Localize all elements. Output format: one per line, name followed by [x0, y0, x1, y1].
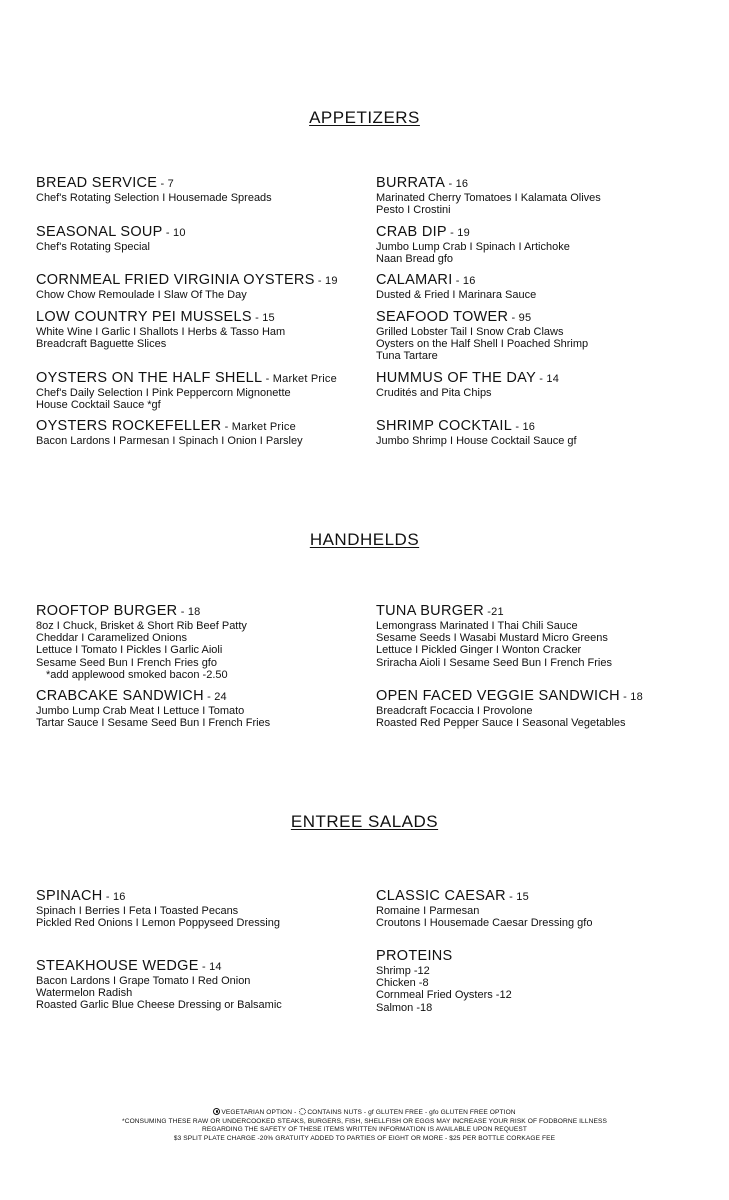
menu-item-steakhouse-wedge: [36, 958, 376, 1012]
item-description: Bacon Lardons I Grape Tomato I Red Onion: [36, 975, 251, 987]
menu-item-tuna-burger: [376, 603, 716, 669]
item-price: - 14: [198, 961, 222, 973]
item-price: - Market Price: [221, 421, 296, 433]
entree-salads-title: ENTREE SALADS: [290, 812, 439, 831]
protein-option: Cornmeal Fried Oysters -12: [376, 989, 512, 1002]
item-description: Bacon Lardons I Parmesan I Spinach I Onion I Parsley: [36, 435, 303, 447]
item-name: LOW COUNTRY PEI MUSSELS: [36, 309, 252, 325]
handhelds-title: HANDHELDS: [309, 530, 420, 549]
item-price: - 10: [162, 227, 186, 239]
item-description: Jumbo Shrimp I House Cocktail Sauce gf: [376, 435, 577, 447]
item-price: - 7: [157, 178, 174, 190]
item-description: White Wine I Garlic I Shallots I Herbs & Tasso Ham: [36, 326, 286, 338]
item-name: OPEN FACED VEGGIE SANDWICH: [376, 688, 620, 704]
footer-notes: [0, 1108, 729, 1143]
item-price: - 16: [452, 275, 476, 287]
item-price: - 18: [619, 691, 643, 703]
item-description: Watermelon Radish: [36, 987, 133, 1000]
item-name: CRAB DIP: [376, 224, 447, 240]
item-price: - 15: [505, 891, 529, 903]
item-name: CALAMARI: [376, 272, 453, 288]
menu-item-crab-dip: [376, 224, 716, 265]
item-name: OYSTERS ROCKEFELLER: [36, 418, 222, 434]
item-description: Tuna Tartare: [376, 350, 438, 363]
item-description: Jumbo Lump Crab I Spinach I Artichoke: [376, 241, 570, 253]
item-description: Sesame Seed Bun I French Fries gfo: [36, 656, 217, 669]
item-name: ROOFTOP BURGER: [36, 603, 178, 619]
item-description: House Cocktail Sauce *gf: [36, 399, 161, 412]
item-name: SPINACH: [36, 888, 103, 904]
footer-warning: *CONSUMING THESE RAW OR UNDERCOOKED STEAKS, BURGERS, FISH, SHELLFISH OR EGGS MAY INCREASE YOUR RISK OF FODBORNE ILLNESS: [122, 1117, 607, 1125]
item-price: - 19: [446, 227, 470, 239]
item-name: SHRIMP COCKTAIL: [376, 418, 513, 434]
item-description: Romaine I Parmesan: [376, 905, 480, 917]
item-name: BURRATA: [376, 175, 446, 191]
menu-item-proteins: [376, 948, 716, 1014]
appetizers-title: APPETIZERS: [309, 108, 420, 127]
item-addon: *add applewood smoked bacon -2.50: [46, 668, 228, 681]
item-description: Lettuce I Tomato I Pickles I Garlic Aioli: [36, 644, 223, 657]
item-price: - 14: [536, 373, 560, 385]
item-description: Pesto I Crostini: [376, 204, 451, 217]
item-name: OYSTERS ON THE HALF SHELL: [36, 370, 263, 386]
item-description: Chef's Rotating Selection I Housemade Spreads: [36, 192, 272, 204]
dietary-legend: [0, 1108, 729, 1118]
menu-item-cornmeal-fried-oysters: [36, 272, 376, 301]
menu-item-classic-caesar: [376, 888, 716, 929]
item-description: Breadcraft Focaccia I Provolone: [376, 705, 533, 717]
item-description: Roasted Garlic Blue Cheese Dressing or Balsamic: [36, 999, 282, 1012]
item-description: Naan Bread gfo: [376, 253, 454, 266]
item-name: HUMMUS OF THE DAY: [376, 370, 537, 386]
menu-item-low-country-mussels: [36, 309, 376, 350]
item-description: Sriracha Aioli I Sesame Seed Bun I French Fries: [376, 656, 612, 669]
item-name: CORNMEAL FRIED VIRGINIA OYSTERS: [36, 272, 315, 288]
item-price: - 16: [512, 421, 536, 433]
item-description: Crudités and Pita Chips: [376, 387, 492, 399]
item-name: TUNA BURGER: [376, 603, 485, 619]
menu-item-rooftop-burger: [36, 603, 376, 681]
item-price: - 95: [508, 312, 532, 324]
item-description: Grilled Lobster Tail I Snow Crab Claws: [376, 326, 564, 338]
item-name: CLASSIC CAESAR: [376, 888, 506, 904]
menu-item-veggie-sandwich: [376, 688, 716, 729]
item-name: STEAKHOUSE WEDGE: [36, 958, 199, 974]
menu-item-seasonal-soup: [36, 224, 376, 253]
protein-option: Shrimp -12: [376, 965, 430, 977]
item-name: SEAFOOD TOWER: [376, 309, 509, 325]
footer-safety: REGARDING THE SAFETY OF THESE ITEMS WRITTEN INFORMATION IS AVAILABLE UPON REQUEST: [201, 1126, 527, 1134]
menu-item-calamari: [376, 272, 716, 301]
item-description: Jumbo Lump Crab Meat I Lettuce I Tomato: [36, 705, 245, 717]
menu-item-oysters-rockefeller: [36, 418, 376, 447]
item-name: CRABCAKE SANDWICH: [36, 688, 204, 704]
item-price: - 19: [314, 275, 338, 287]
item-description: Sesame Seeds I Wasabi Mustard Micro Greens: [376, 632, 608, 645]
menu-item-bread-service: [36, 175, 376, 204]
item-name: PROTEINS: [376, 948, 453, 964]
item-description: Breadcraft Baguette Slices: [36, 338, 167, 351]
item-description: Croutons I Housemade Caesar Dressing gfo: [376, 917, 593, 930]
item-description: Tartar Sauce I Sesame Seed Bun I French Fries: [36, 717, 271, 730]
item-description: Lemongrass Marinated I Thai Chili Sauce: [376, 620, 578, 632]
item-description: Chef's Daily Selection I Pink Peppercorn Mignonette: [36, 387, 291, 399]
item-price: - 24: [203, 691, 227, 703]
item-description: Cheddar I Caramelized Onions: [36, 632, 188, 645]
item-description: Lettuce I Pickled Ginger I Wonton Cracker: [376, 644, 582, 657]
vegetarian-icon: [213, 1108, 220, 1115]
legend-rest: CONTAINS NUTS - gf GLUTEN FREE - gfo GLUTEN FREE OPTION: [307, 1109, 516, 1116]
item-price: - 16: [445, 178, 469, 190]
footer-charges: $3 SPLIT PLATE CHARGE -20% GRATUITY ADDED TO PARTIES OF EIGHT OR MORE - $25 PER BOTTLE CORKAGE FEE: [173, 1134, 556, 1142]
legend-vegetarian: VEGETARIAN OPTION -: [221, 1109, 299, 1116]
menu-item-burrata: [376, 175, 716, 216]
item-name: SEASONAL SOUP: [36, 224, 163, 240]
item-price: - Market Price: [262, 373, 337, 385]
menu-item-spinach-salad: [36, 888, 376, 929]
menu-item-shrimp-cocktail: [376, 418, 716, 447]
menu-item-oysters-half-shell: [36, 370, 376, 411]
menu-item-crabcake-sandwich: [36, 688, 376, 729]
item-description: Chow Chow Remoulade I Slaw Of The Day: [36, 289, 247, 301]
menu-item-seafood-tower: [376, 309, 716, 363]
item-price: -21: [484, 606, 504, 618]
nuts-icon: [299, 1108, 306, 1115]
protein-option: Salmon -18: [376, 1001, 433, 1014]
item-description: Dusted & Fried I Marinara Sauce: [376, 289, 537, 301]
item-name: BREAD SERVICE: [36, 175, 158, 191]
item-description: Spinach I Berries I Feta I Toasted Pecans: [36, 905, 239, 917]
item-price: - 16: [102, 891, 126, 903]
item-description: Marinated Cherry Tomatoes I Kalamata Olives: [376, 192, 601, 204]
item-description: Chef's Rotating Special: [36, 241, 150, 253]
item-price: - 18: [177, 606, 201, 618]
protein-option: Chicken -8: [376, 977, 429, 990]
item-description: Pickled Red Onions I Lemon Poppyseed Dressing: [36, 917, 280, 930]
item-description: Oysters on the Half Shell I Poached Shrimp: [376, 338, 589, 351]
item-description: Roasted Red Pepper Sauce I Seasonal Vegetables: [376, 717, 626, 730]
menu-item-hummus: [376, 370, 716, 399]
item-price: - 15: [251, 312, 275, 324]
item-description: 8oz I Chuck, Brisket & Short Rib Beef Patty: [36, 620, 247, 632]
